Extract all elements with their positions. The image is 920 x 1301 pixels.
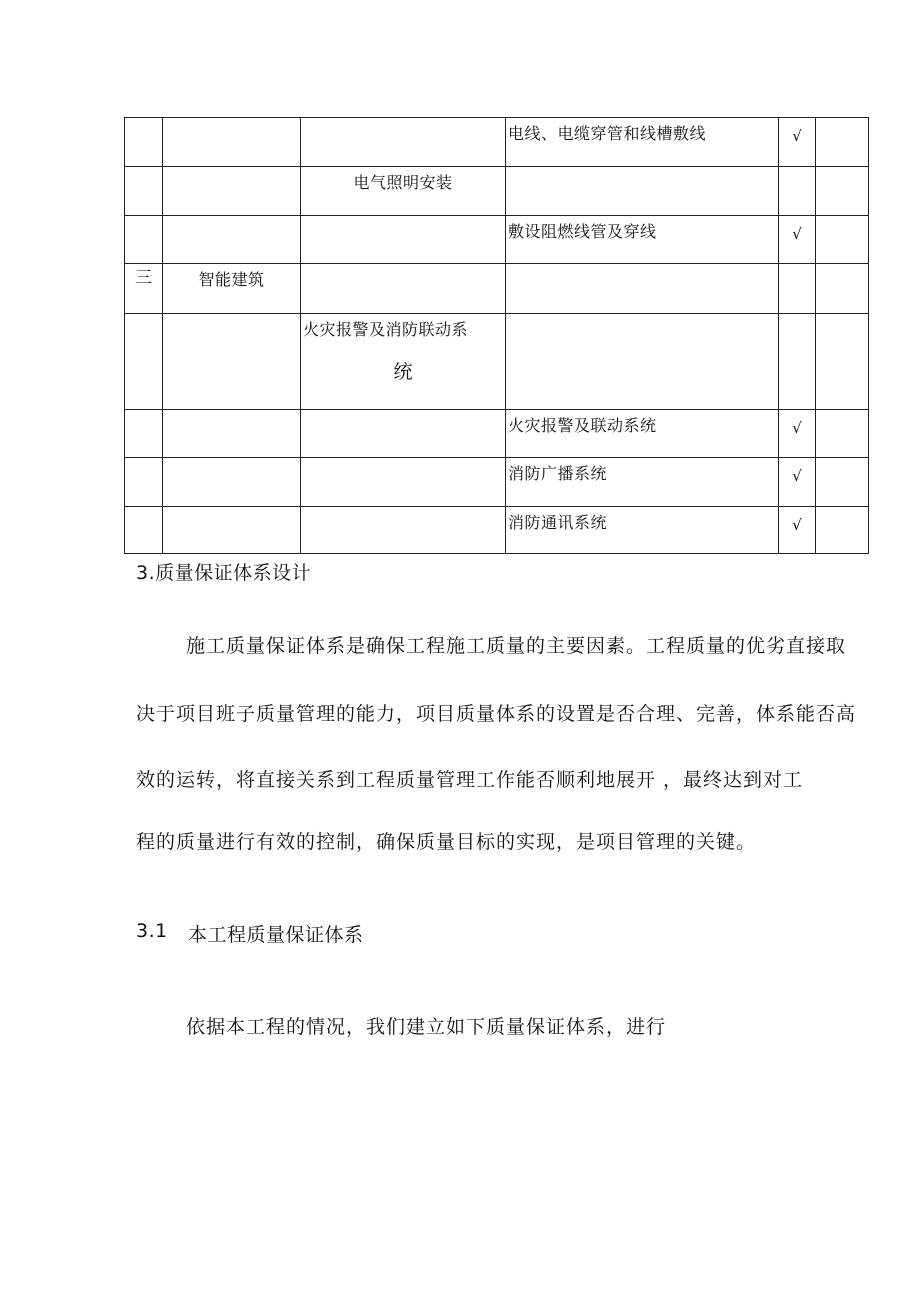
subcategory-name: 电气照明安装: [353, 173, 453, 192]
check-mark: √: [792, 516, 802, 534]
subcategory-name-line1: 火灾报警及消防联动系: [303, 320, 469, 339]
section-3-1-title: 本工程质量保证体系: [188, 924, 364, 946]
paragraph-line: 决于项目班子质量管理的能力，项目质量体系的设置是否合理、完善，体系能否高: [136, 703, 857, 725]
paragraph-line: 效的运转，将直接关系到工程质量管理工作能否顺利地展开 ，最终达到对工: [136, 769, 804, 791]
paragraph-line: 依据本工程的情况，我们建立如下质量保证体系，进行: [186, 1016, 667, 1038]
section-3-1-number: 3.1: [136, 920, 168, 942]
table-row: [125, 314, 869, 410]
table-row: [125, 458, 869, 507]
category-name: 智能建筑: [198, 270, 265, 289]
check-mark: √: [792, 225, 802, 243]
table-row: [125, 216, 869, 264]
table-row: [125, 507, 869, 554]
item-name: 电线、电缆穿管和线槽敷线: [508, 124, 707, 143]
table-row: [125, 410, 869, 458]
check-mark: √: [792, 467, 802, 485]
table-row: [125, 167, 869, 216]
check-mark: √: [792, 127, 802, 145]
quality-items-table: [124, 117, 869, 554]
paragraph-line: 程的质量进行有效的控制，确保质量目标的实现，是项目管理的关键。: [136, 831, 757, 853]
item-name: 消防广播系统: [508, 464, 608, 483]
paragraph-line: 施工质量保证体系是确保工程施工质量的主要因素。工程质量的优劣直接取: [186, 635, 847, 657]
section-3-heading: 3.质量保证体系设计: [136, 562, 312, 584]
subcategory-name-line2: 统: [393, 361, 413, 383]
table-row: [125, 118, 869, 167]
item-name: 火灾报警及联动系统: [508, 416, 657, 435]
check-mark: √: [792, 419, 802, 437]
item-name: 敷设阻燃线管及穿线: [508, 222, 657, 241]
section-numeral: 三: [135, 268, 152, 288]
item-name: 消防通讯系统: [508, 513, 608, 532]
table-row: [125, 264, 869, 314]
